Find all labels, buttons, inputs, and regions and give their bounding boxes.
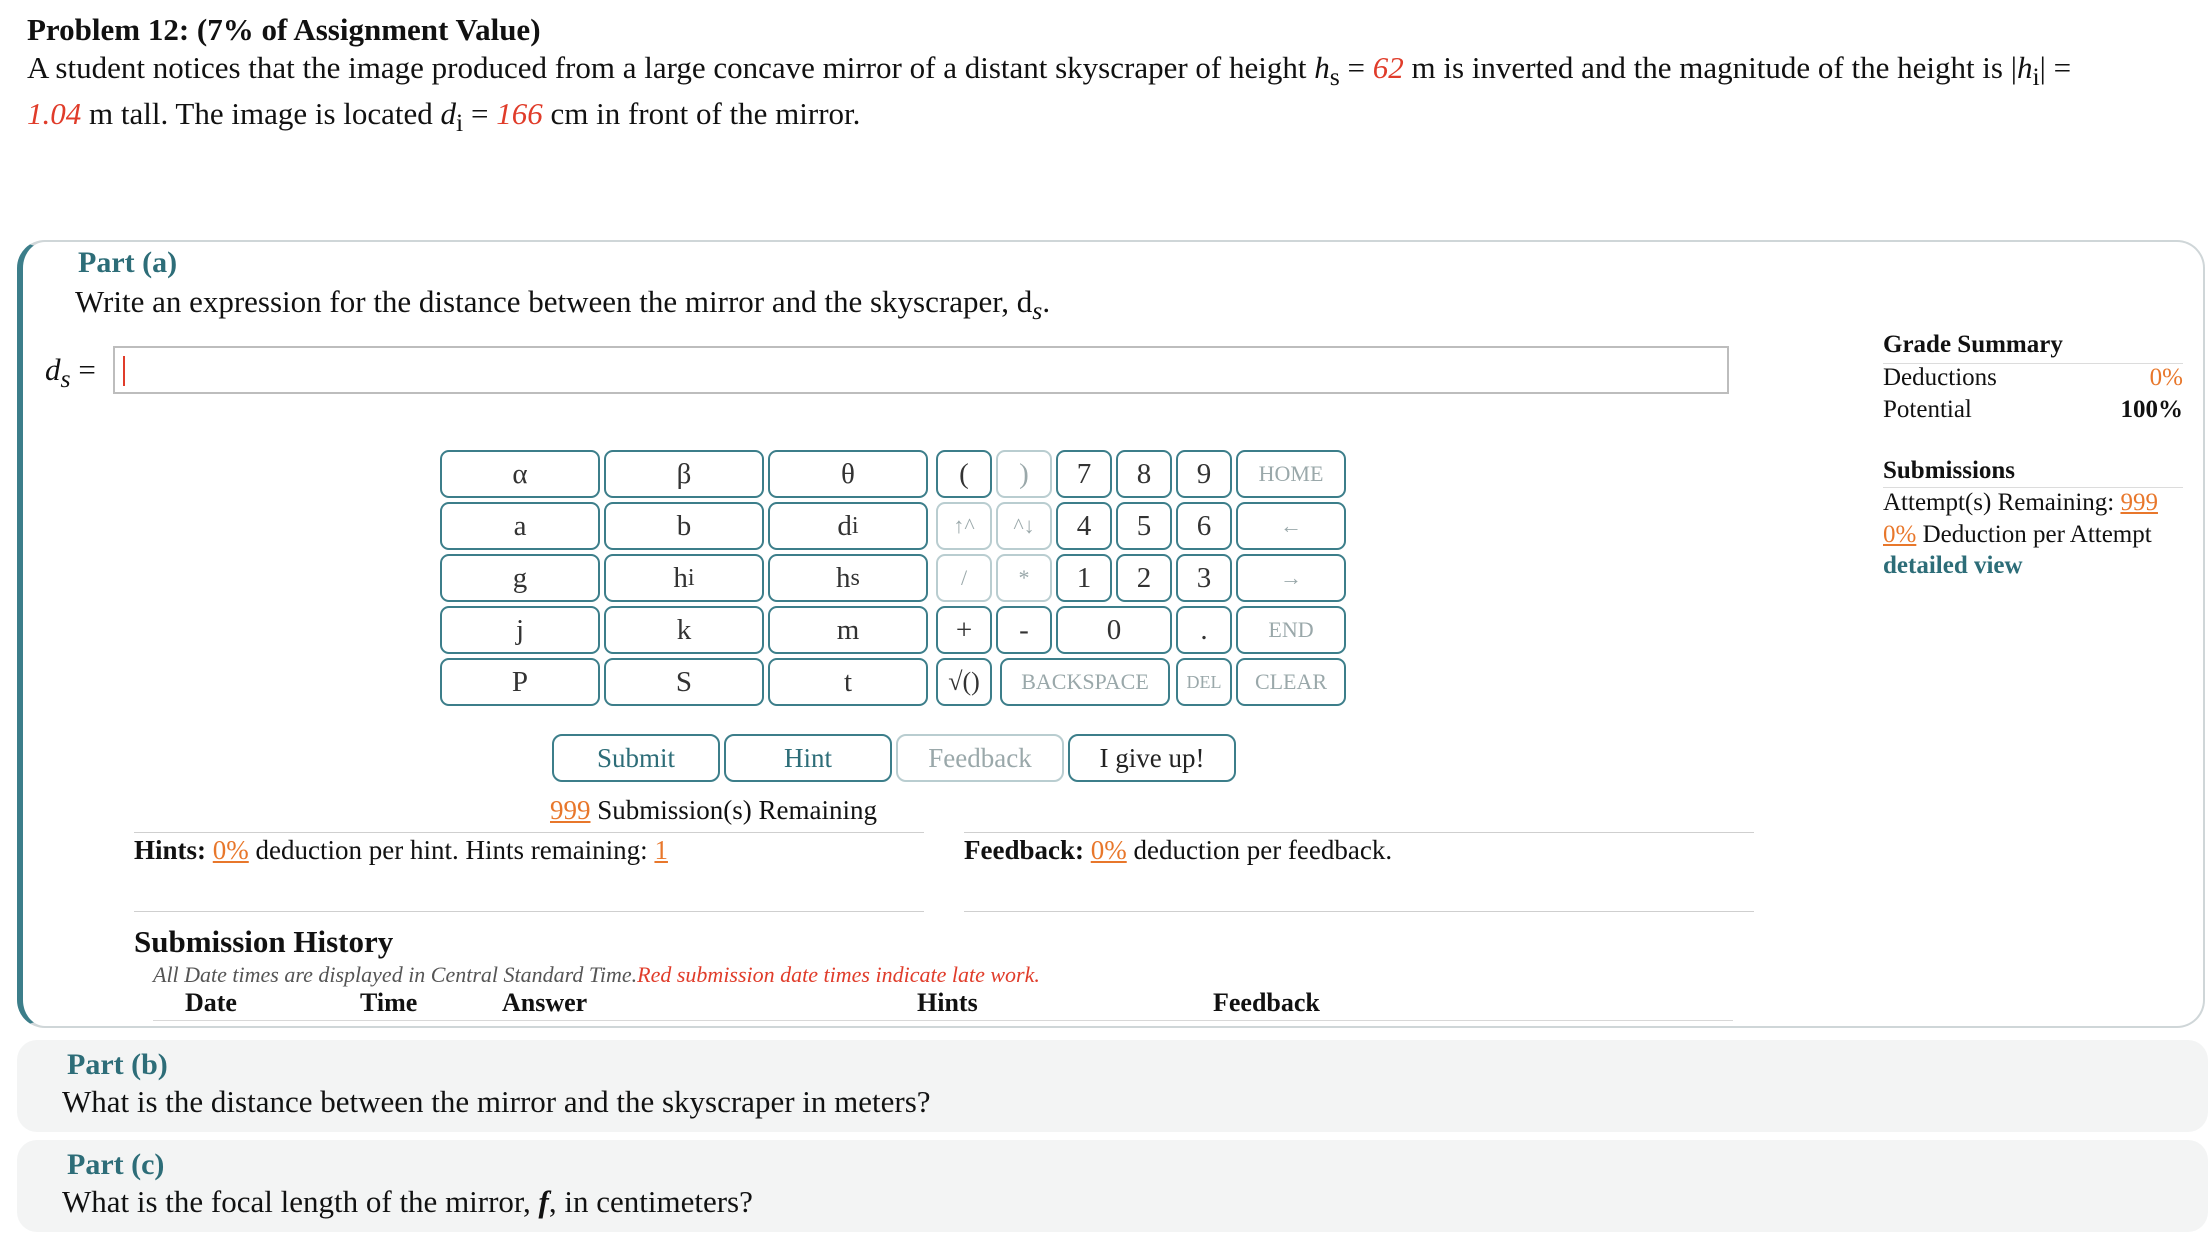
history-col-answer: Answer xyxy=(502,988,588,1017)
key-home[interactable]: HOME xyxy=(1236,450,1346,498)
answer-label: $d_s$ = xyxy=(45,352,96,394)
part-b-panel[interactable] xyxy=(17,1040,2208,1132)
deductions-row: Deductions 0% xyxy=(1883,364,2183,391)
key-0[interactable]: 0 xyxy=(1056,606,1172,654)
part-c-question: What is the focal length of the mirror, f, in centimeters? xyxy=(62,1184,753,1219)
problem-title: Problem 12: (7% of Assignment Value) xyxy=(27,12,541,47)
key-5[interactable]: 5 xyxy=(1116,502,1172,550)
key-1[interactable]: 1 xyxy=(1056,554,1112,602)
key-alpha[interactable]: α xyxy=(440,450,600,498)
key-p[interactable]: P xyxy=(440,658,600,706)
part-c-label: Part (c) xyxy=(67,1148,165,1181)
key-left-arrow[interactable]: ← xyxy=(1236,502,1346,550)
history-col-date: Date xyxy=(185,988,237,1017)
key-t[interactable]: t xyxy=(768,658,928,706)
part-a-label: Part (a) xyxy=(78,246,178,279)
key-multiply[interactable]: * xyxy=(996,554,1052,602)
key-9[interactable]: 9 xyxy=(1176,450,1232,498)
key-hi[interactable]: h i xyxy=(604,554,764,602)
key-k[interactable]: k xyxy=(604,606,764,654)
key-6[interactable]: 6 xyxy=(1176,502,1232,550)
key-di[interactable]: d i xyxy=(768,502,928,550)
potential-row: Potential 100% xyxy=(1883,396,2183,423)
key-s[interactable]: S xyxy=(604,658,764,706)
key-7[interactable]: 7 xyxy=(1056,450,1112,498)
key-del[interactable]: DEL xyxy=(1176,658,1232,706)
grade-summary-title: Grade Summary xyxy=(1883,331,2063,358)
given-hs-value: 62 xyxy=(1372,50,1404,85)
key-sqrt[interactable]: √() xyxy=(936,658,992,706)
history-col-hints: Hints xyxy=(917,988,978,1017)
answer-input[interactable] xyxy=(113,346,1729,394)
key-g[interactable]: g xyxy=(440,554,600,602)
key-plus[interactable]: + xyxy=(936,606,992,654)
deduction-per-attempt: 0% Deduction per Attempt xyxy=(1883,521,2152,548)
given-di-value: 166 xyxy=(496,96,543,132)
part-c-panel[interactable] xyxy=(17,1140,2208,1232)
key-clear[interactable]: CLEAR xyxy=(1236,658,1346,706)
key-b[interactable]: b xyxy=(604,502,764,550)
submissions-title: Submissions xyxy=(1883,457,2016,484)
submit-button[interactable]: Submit xyxy=(552,734,720,782)
history-note: All Date times are displayed in Central Standard Time.Red submission date times indicate late work. xyxy=(153,962,1040,987)
feedback-button[interactable]: Feedback xyxy=(896,734,1064,782)
give-up-button[interactable]: I give up! xyxy=(1068,734,1236,782)
submissions-remaining: 999 Submission(s) Remaining xyxy=(550,795,878,825)
text-caret xyxy=(123,356,125,386)
detailed-view-link[interactable]: detailed view xyxy=(1883,552,2023,579)
key-open-paren[interactable]: ( xyxy=(936,450,992,498)
key-backspace[interactable]: BACKSPACE xyxy=(1000,658,1170,706)
feedback-info: Feedback: 0% deduction per feedback. xyxy=(964,835,1393,865)
key-superscript-down[interactable]: ^↓ xyxy=(996,502,1052,550)
part-b-label: Part (b) xyxy=(67,1048,168,1081)
key-3[interactable]: 3 xyxy=(1176,554,1232,602)
key-right-arrow[interactable]: → xyxy=(1236,554,1346,602)
key-8[interactable]: 8 xyxy=(1116,450,1172,498)
key-close-paren[interactable]: ) xyxy=(996,450,1052,498)
key-2[interactable]: 2 xyxy=(1116,554,1172,602)
history-col-time: Time xyxy=(360,988,418,1017)
hints-info: Hints: 0% deduction per hint. Hints remaining: 1 xyxy=(134,835,668,865)
submission-history-title: Submission History xyxy=(134,924,394,959)
key-m[interactable]: m xyxy=(768,606,928,654)
part-a-question: Write an expression for the distance between the mirror and the skyscraper, $d_s$. xyxy=(75,284,1051,326)
key-end[interactable]: END xyxy=(1236,606,1346,654)
hint-button[interactable]: Hint xyxy=(724,734,892,782)
given-hi-value: 1.04 xyxy=(27,96,82,132)
key-divide[interactable]: / xyxy=(936,554,992,602)
key-superscript-up[interactable]: ↑^ xyxy=(936,502,992,550)
key-a[interactable]: a xyxy=(440,502,600,550)
key-j[interactable]: j xyxy=(440,606,600,654)
attempts-remaining: Attempt(s) Remaining: 999 xyxy=(1883,489,2158,516)
key-beta[interactable]: β xyxy=(604,450,764,498)
part-b-question: What is the distance between the mirror and the skyscraper in meters? xyxy=(62,1084,931,1119)
key-4[interactable]: 4 xyxy=(1056,502,1112,550)
key-hs[interactable]: h s xyxy=(768,554,928,602)
history-col-feedback: Feedback xyxy=(1213,988,1320,1017)
key-minus[interactable]: - xyxy=(996,606,1052,654)
key-decimal[interactable]: . xyxy=(1176,606,1232,654)
problem-statement: A student notices that the image produced from a large concave mirror of a distant skyscraper of height $h_s = 62$ m is inverted and the magnitude of the height is $|h_i|$ = 1.04 m tall. The image is located $d_i = 166$ cm in front of the mirror. xyxy=(27,50,2072,138)
key-theta[interactable]: θ xyxy=(768,450,928,498)
